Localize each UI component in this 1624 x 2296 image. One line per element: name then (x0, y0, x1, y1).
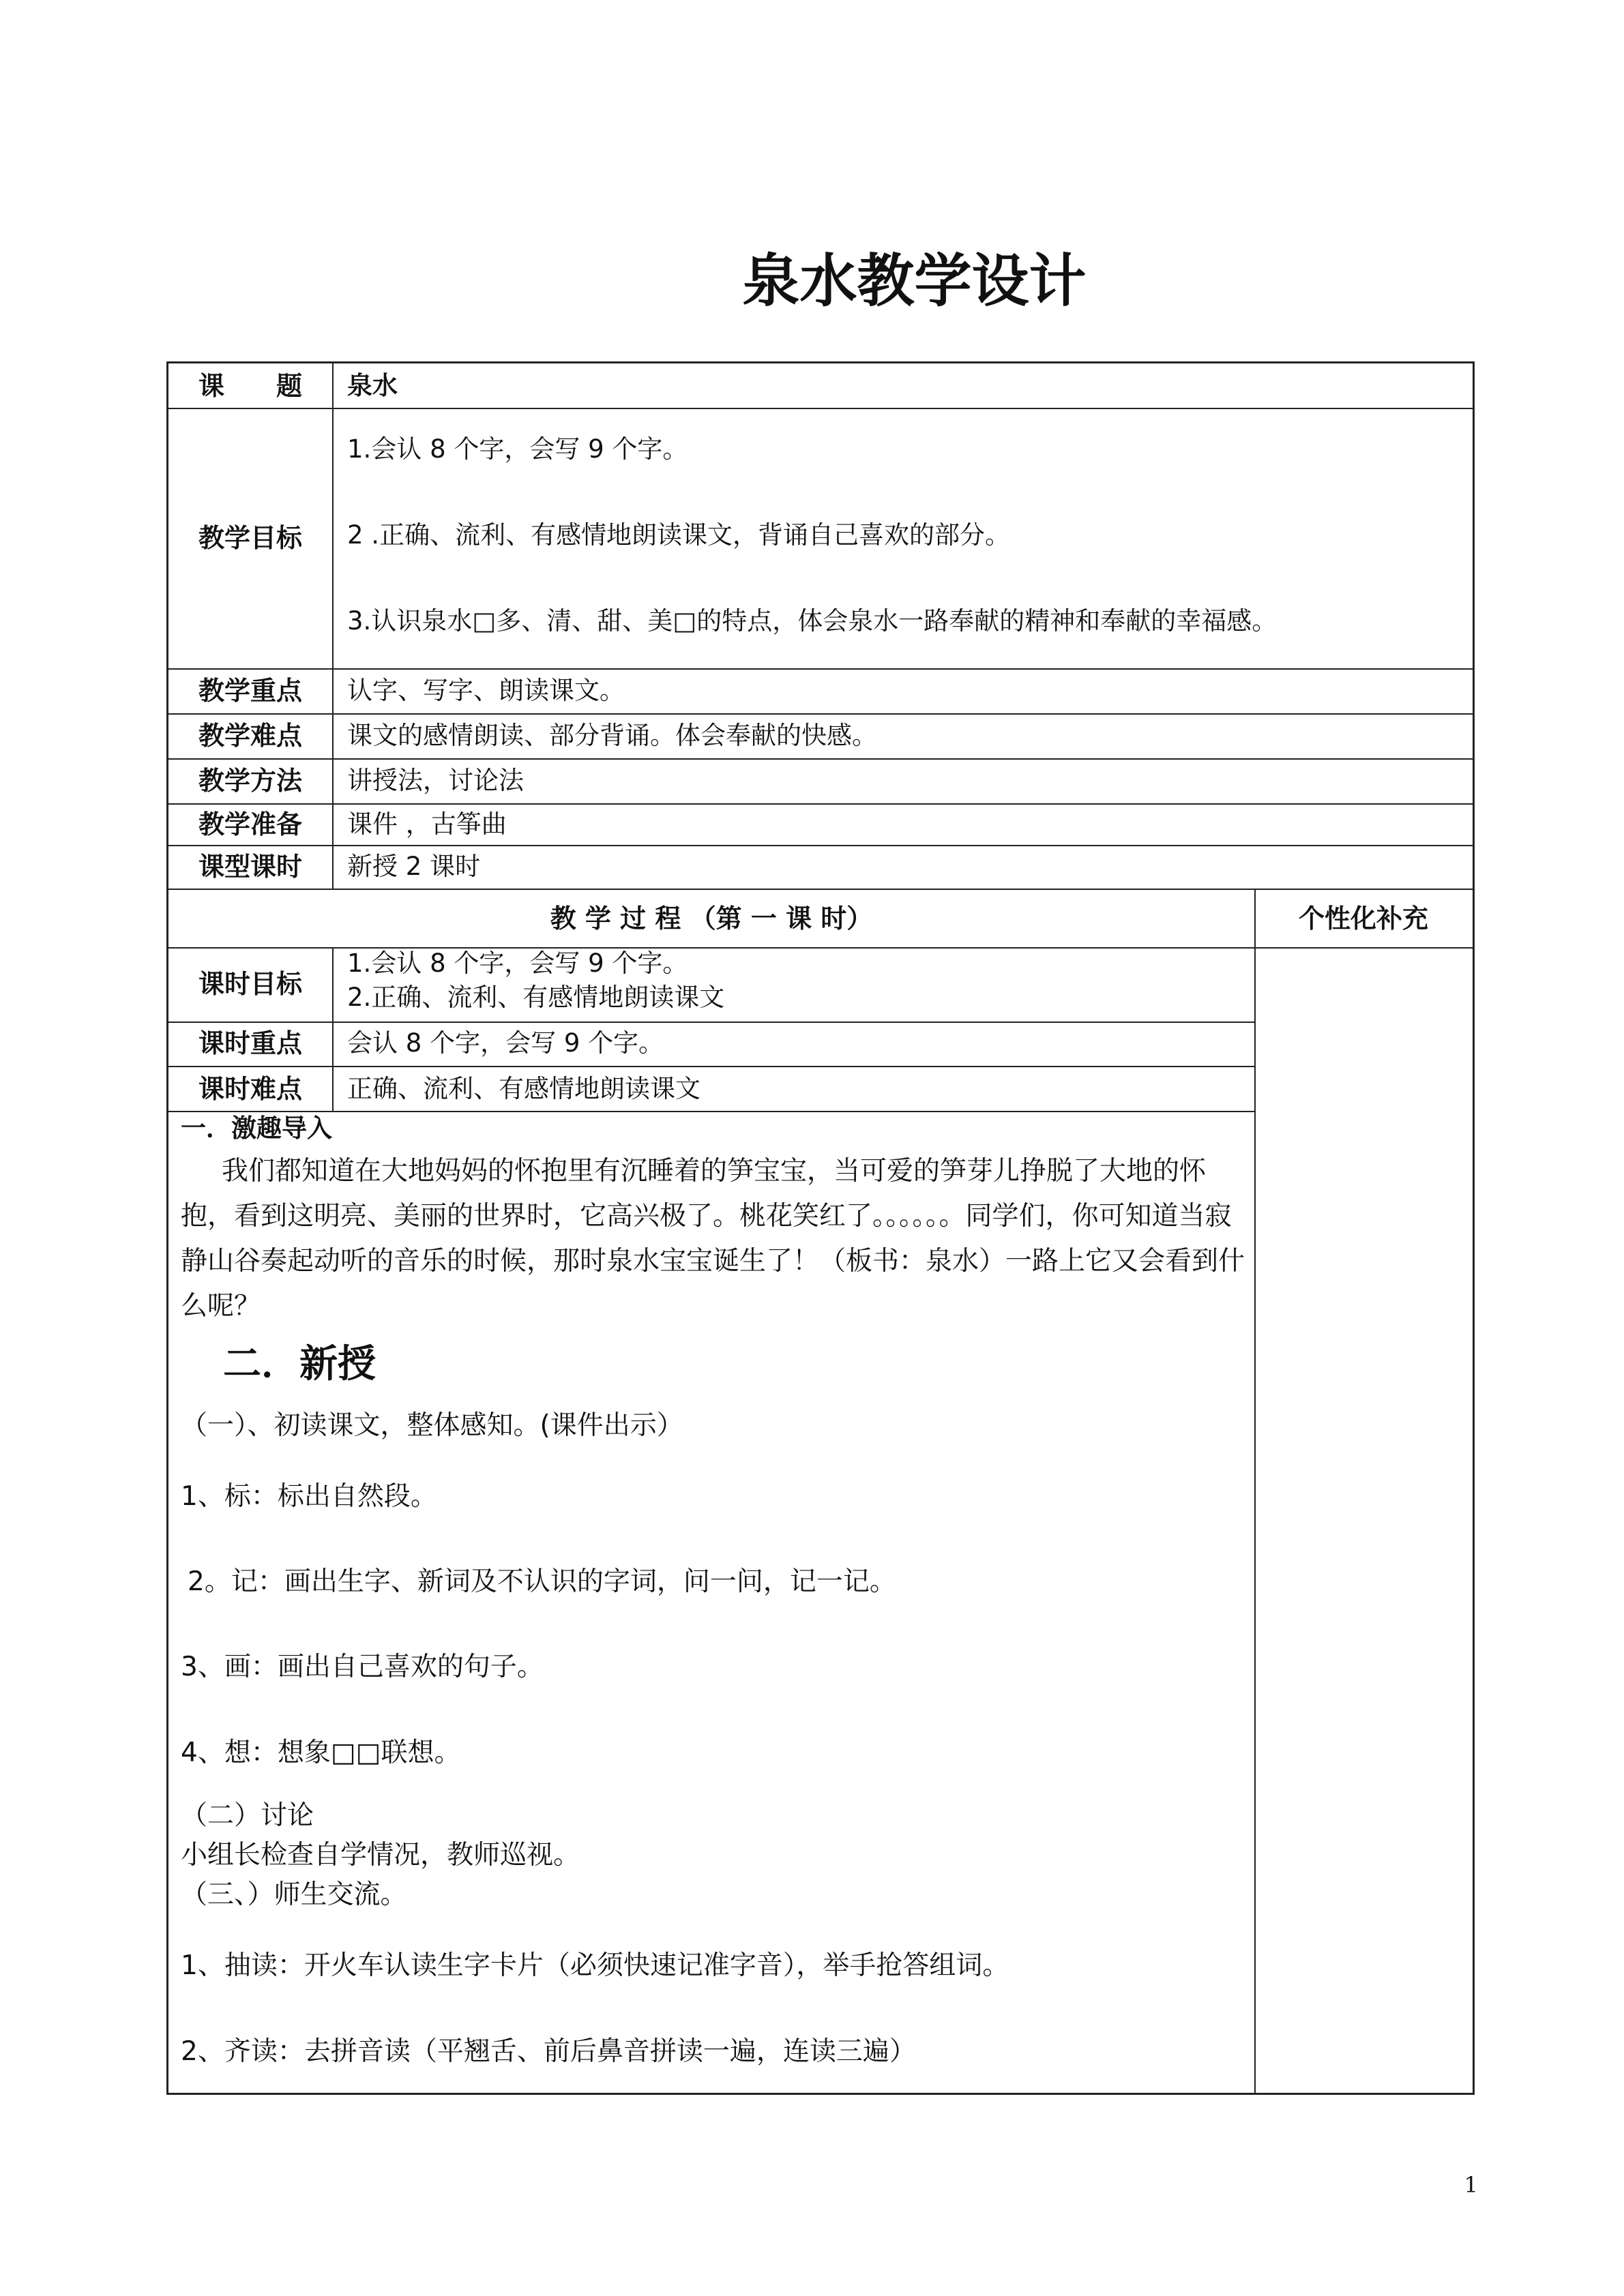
section2-title: 二．新授 (223, 1342, 376, 1386)
label-preparation: 教学准备 (198, 809, 302, 839)
goal-3: 3.认识泉水□多、清、甜、美□的特点，体会泉水一路奉献的精神和奉献的幸福感。 (347, 606, 1278, 636)
body-item: （三、）师生交流。 (181, 1879, 407, 1910)
value-preparation: 课件 ，古筝曲 (347, 809, 507, 839)
label-topic: 课 题 (198, 371, 302, 401)
body-item: 4、想：想象□□联想。 (181, 1738, 461, 1768)
process-header: 教 学 过 程 （第 一 课 时） (550, 904, 873, 934)
label-goals: 教学目标 (198, 523, 302, 553)
value-key-points: 认字、写字、朗读课文。 (347, 676, 625, 705)
lesson-plan-table (166, 361, 1475, 2095)
row-divider (168, 1066, 1254, 1067)
body-item: 3、画：画出自己喜欢的句子。 (181, 1652, 544, 1682)
body-item: 1、抽读：开火车认读生字卡片（必须快速记准字音），举手抢答组词。 (181, 1950, 1009, 1981)
page-title: 泉水教学设计 (742, 248, 1087, 314)
label-lesson-key: 课时重点 (198, 1028, 302, 1058)
page-number: 1 (1464, 2172, 1478, 2198)
lesson-goal-2: 2.正确、流利、有感情地朗读课文 (347, 983, 725, 1012)
value-lesson-difficulty: 正确、流利、有感情地朗读课文 (347, 1074, 700, 1103)
section1-title: 一．激趣导入 (181, 1114, 332, 1143)
row-divider (168, 408, 1473, 409)
lesson-goal-1: 1.会认 8 个字，会写 9 个字。 (347, 949, 688, 978)
value-topic: 泉水 (347, 371, 398, 400)
value-difficulties: 课文的感情朗读、部分背诵。体会奉献的快感。 (347, 721, 877, 750)
label-column-divider-process (332, 947, 334, 1111)
section1-paragraph: 我们都知道在大地妈妈的怀抱里有沉睡着的笋宝宝，当可爱的笋芽儿挣脱了大地的怀抱，看到这明亮、美丽的世界时，它高兴极了。桃花笑红了。。。。。。同学们，你可知道当寂静山谷奏起动听的音乐的时候，那时泉水宝宝诞生了！（板书：泉水）一路上它又会看到什么呢？ (181, 1156, 1245, 1322)
row-divider (168, 668, 1473, 670)
label-lesson-difficulty: 课时难点 (198, 1074, 302, 1104)
label-key-points: 教学重点 (198, 676, 302, 706)
body-item: 2、齐读：去拼音读（平翘舌、前后鼻音拼读一遍，连读三遍） (181, 2036, 916, 2067)
goal-2: 2 .正确、流利、有感情地朗读课文，背诵自己喜欢的部分。 (347, 520, 1011, 550)
body-item: （二）讨论 (181, 1800, 314, 1831)
side-column-divider (1254, 889, 1256, 2093)
label-column-divider-top (332, 363, 334, 889)
value-lesson-type: 新授 2 课时 (347, 852, 481, 881)
body-item: 2。记：画出生字、新词及不认识的字词，问一问，记一记。 (188, 1566, 896, 1597)
row-divider (168, 713, 1473, 715)
label-difficulties: 教学难点 (198, 721, 302, 751)
value-methods: 讲授法，讨论法 (347, 766, 524, 795)
row-divider (168, 758, 1473, 760)
body-item: 1、标：标出自然段。 (181, 1481, 437, 1512)
row-divider (168, 889, 1473, 890)
side-header: 个性化补充 (1298, 904, 1428, 934)
body-item: （一）、初读课文，整体感知。(课件出示） (181, 1410, 683, 1441)
body-item: 小组长检查自学情况，教师巡视。 (181, 1840, 580, 1870)
label-lesson-type: 课型课时 (198, 852, 302, 882)
label-lesson-goals: 课时目标 (198, 969, 302, 999)
label-methods: 教学方法 (198, 766, 302, 796)
goal-1: 1.会认 8 个字，会写 9 个字。 (347, 434, 688, 464)
value-lesson-key: 会认 8 个字，会写 9 个字。 (347, 1028, 664, 1058)
